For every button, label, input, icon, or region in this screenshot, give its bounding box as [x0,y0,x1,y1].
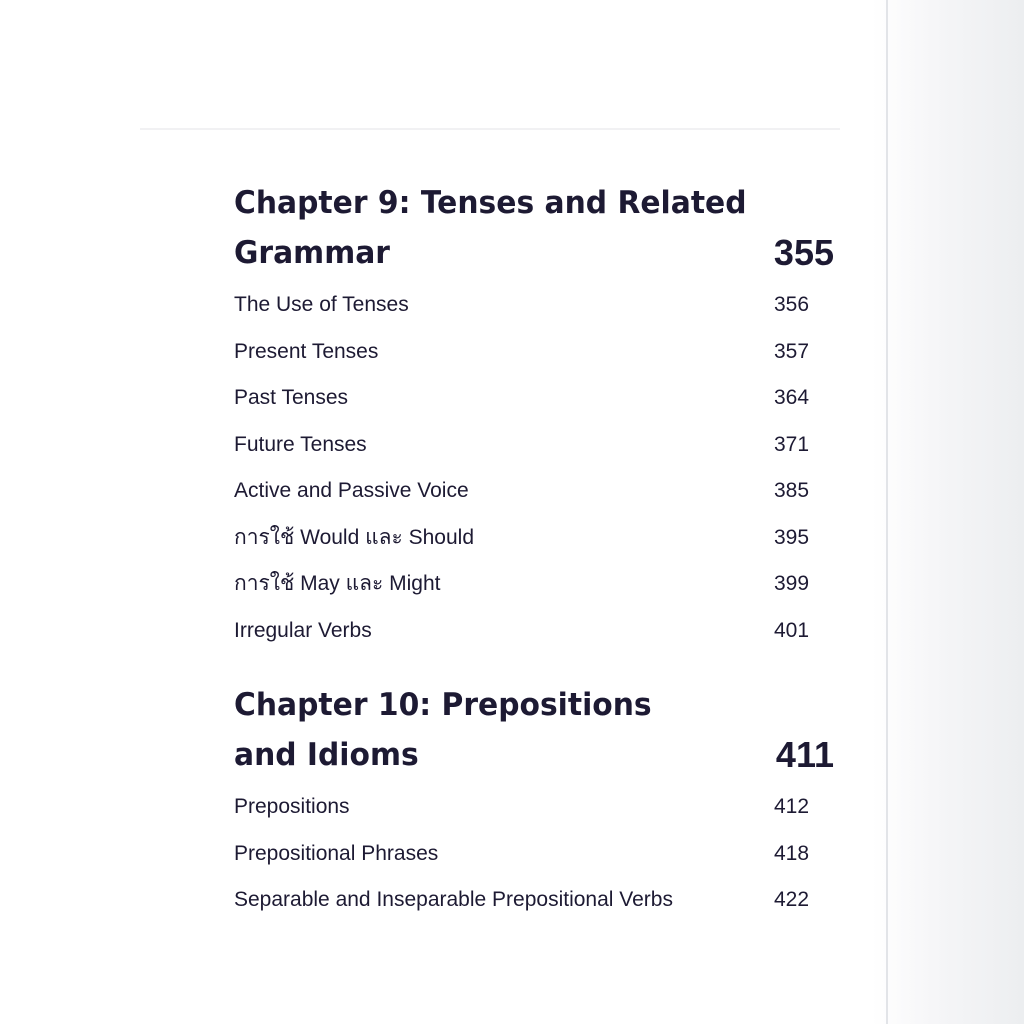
entry-title: Present Tenses [234,339,379,363]
entry-page-number: 385 [774,479,810,502]
entry-page-number: 422 [774,888,810,911]
entry-page-number: 395 [774,525,810,549]
toc-entry [234,561,834,608]
entry-title: Past Tenses [234,386,349,409]
chapter-page-number: 355 [773,232,834,273]
entry-title: การใช้ May และ Might [234,572,441,595]
chapter-heading [234,178,834,278]
toc-entry [234,375,834,422]
entry-title: Future Tenses [234,432,367,456]
entry-page-number: 356 [774,293,810,316]
chapter-entries [234,784,834,924]
entry-page-number: 412 [774,795,810,818]
entry-title: Irregular Verbs [234,618,372,642]
entry-title: Active and Passive Voice [234,479,469,502]
chapter-title-line-1: Chapter 9: Tenses and Related [234,185,747,221]
page-edge-line [886,0,888,1024]
entry-page-number: 399 [774,572,810,595]
entry-page-number: 357 [774,339,810,363]
entry-page-number: 418 [774,841,810,865]
chapter-title-line-2: Grammar [234,235,390,271]
entry-page-number: 401 [774,618,810,642]
toc-entry [234,877,834,924]
toc-entry [234,282,834,329]
toc-entry [234,329,834,376]
entry-page-number: 364 [774,386,810,409]
entry-title: Prepositions [234,795,350,818]
entry-title: Separable and Inseparable Prepositional Verbs [234,888,673,911]
chapter-entries [234,282,834,654]
toc-entry [234,422,834,469]
show-through-line [140,128,840,130]
page-edge-shadow [872,0,1024,1024]
chapter-heading [234,680,834,780]
entry-title: The Use of Tenses [234,293,409,316]
chapter-title-line-1: Chapter 10: Prepositions [234,687,652,723]
entry-title: การใช้ Would และ Should [234,525,475,549]
toc-entry [234,608,834,655]
toc-entry [234,831,834,878]
toc-entry [234,468,834,515]
toc-entry [234,515,834,562]
entry-title: Prepositional Phrases [234,841,439,865]
chapter-title-line-2: and Idioms [234,737,419,773]
entry-page-number: 371 [774,432,810,456]
chapter-page-number: 411 [775,734,834,775]
toc-entry [234,784,834,831]
